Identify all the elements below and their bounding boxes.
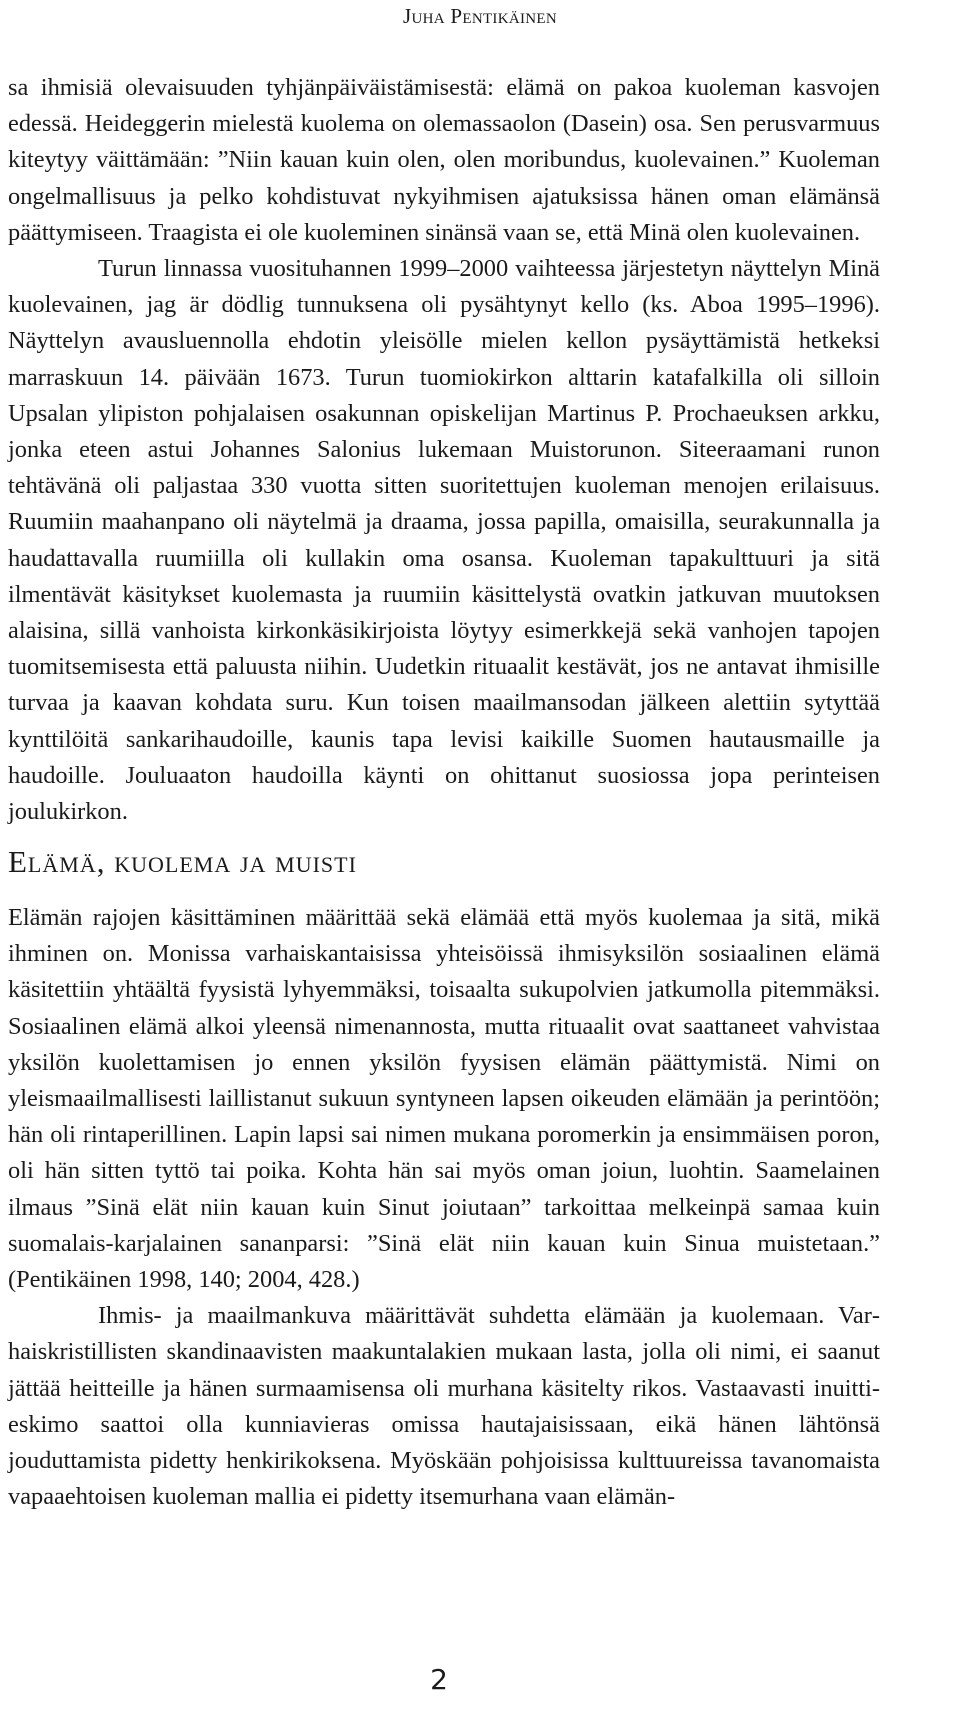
section-heading: Elämä, kuolema ja muisti bbox=[8, 844, 357, 879]
paragraph: Turun linnassa vuosituhannen 1999–2000 vaihteessa järjestetyn näyttelyn Minä kuolevainen, jag är dödlig tunnuksena oli pysähtynyt kello (ks. Aboa 1995–1996). Näyttelyn avausluennolla ehdotin yleisölle mielen kellon pysäyttämistä hetkeksi marraskuun 14. päivään 1673. Turun tuomiokirkon alttarin katafalkilla oli silloin Upsalan ylipiston pohjalaisen osakunnan opiskelijan Martinus P. Prochaeuksen arkku, jonka eteen astui Johannes Salonius lukemaan Muistorunon. Siteeraamani runon tehtävänä oli paljastaa 330 vuotta sitten suoritettujen kuoleman menojen erilaisuus. Ruumiin maahanpano oli näytelmä ja draama, jossa papilla, omaisilla, seurakunnalla ja haudattavalla ruumiilla oli kullakin oma osansa. Kuoleman tapakulttuuri ja sitä ilmentävät käsitykset kuolemasta ja ruumiin käsittelystä ovatkin jatkuvan muutoksen alaisina, sillä vanhoista kirkonkäsikirjoista löytyy esimerkkejä sekä vanhojen tapojen tuomitsemisesta että paluusta niihin. Uudetkin rituaalit kestävät, jos ne antavat ihmisille turvaa ja kaavan kohdata suru. Kun toisen maailmansodan jälkeen alettiin sytyttää kynttilöitä sankarihaudoille, kaunis tapa levisi kaikille Suomen hautausmaille ja haudoille. Jouluaaton haudoilla käynti on ohittanut suosiossa jopa perinteisen joulukirkon. bbox=[8, 255, 880, 826]
page-number: 2 bbox=[430, 1663, 448, 1696]
paragraph: Ihmis- ja maailmankuva määrittävät suhdetta elämään ja kuolemaan. Varhaiskristillisten skandinaavisten maakuntalakien mukaan lasta, jolla oli nimi, ei saanut jättää heitteille ja hänen surmaamisensa oli murhana käsitelty rikos. Vastaavasti inuitti-eskimo saattoi olla kunniavieras omissa hautajaisissaan, eikä hänen lähtönsä jouduttamista pidetty henkirikoksena. Myöskään pohjoisissa kulttuureissa tavanomaista vapaaehtoisen kuoleman mallia ei pidetty itsemurhana vaan elämän- bbox=[8, 1302, 880, 1511]
section-body-2 bbox=[8, 900, 880, 1515]
paragraph: sa ihmisiä olevaisuuden tyhjänpäiväistämisestä: elämä on pakoa kuoleman kasvojen edessä. Heideggerin mielestä kuolema on olemassaolon (Dasein) osa. Sen perusvarmuus kiteytyy väittämään: ”Niin kauan kuin olen, olen moribundus, kuolevainen.” Kuoleman ongelmallisuus ja pelko kohdistuvat nykyihmisen ajatuksissa hänen oman elämänsä päättymiseen. Traagista ei ole kuoleminen sinänsä vaan se, että Minä olen kuolevainen. bbox=[8, 74, 880, 246]
section-body-1 bbox=[8, 70, 880, 830]
running-header: Juha Pentikäinen bbox=[402, 4, 558, 28]
paragraph: Elämän rajojen käsittäminen määrittää sekä elämää että myös kuolemaa ja sitä, mikä ihminen on. Monissa varhaiskantaisissa yhteisöissä ihmisyksilön sosiaalinen elämä käsitettiin yhtäältä fyysistä lyhyemmäksi, toisaalta sukupolvien jatkumolla pitemmäksi. Sosiaalinen elämä alkoi yleensä nimenannosta, mutta rituaalit ovat saattaneet vahvistaa yksilön kuolettamisen jo ennen yksilön fyysisen elämän päättymistä. Nimi on yleismaailmallisesti laillistanut sukuun syntyneen lapsen oikeuden elämään ja perintöön; hän oli rintaperillinen. Lapin lapsi sai nimen mukana poromerkin ja ensimmäisen poron, oli hän sitten tyttö tai poika. Kohta hän sai myös oman joiun, luohtin. Saamelainen ilmaus ”Sinä elät niin kauan kuin Sinut joiutaan” tarkoittaa melkeinpä samaa kuin suomalais-karjalainen sananparsi: ”Sinä elät niin kauan kuin Sinua muistetaan.” (Pentikäinen 1998, 140; 2004, 428.) bbox=[8, 904, 880, 1294]
